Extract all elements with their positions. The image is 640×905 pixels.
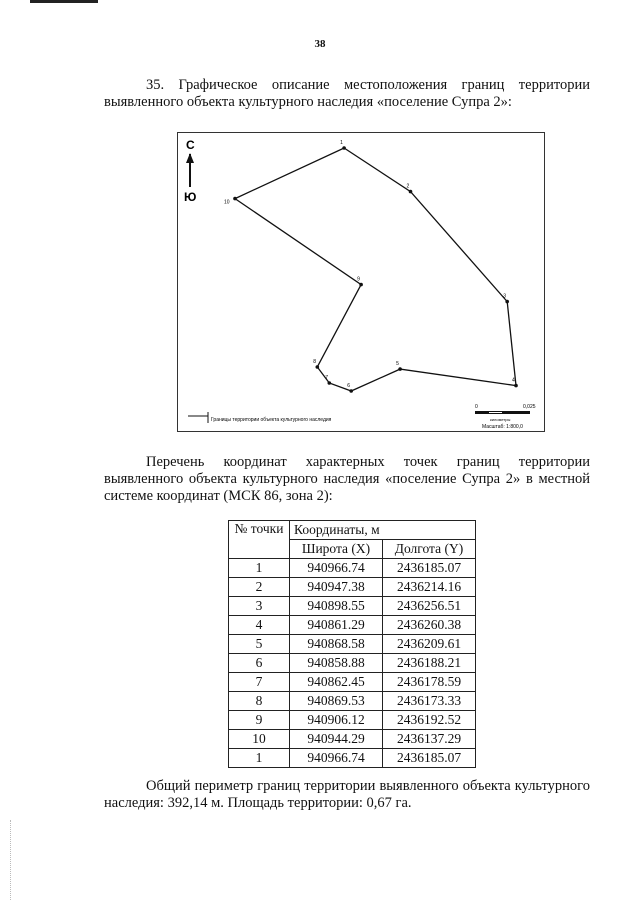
map-canvas (178, 133, 544, 431)
cell-latitude: 940858.88 (290, 654, 383, 673)
header-point-number: № точки (229, 521, 290, 559)
boundary-point-marker (398, 367, 402, 371)
table-row (229, 730, 476, 749)
north-arrowhead-icon (186, 153, 194, 163)
cell-longitude: 2436185.07 (383, 559, 476, 578)
cell-point-number: 5 (229, 635, 290, 654)
scale-bar-gap (489, 412, 502, 413)
boundary-point-label: 3 (503, 293, 506, 300)
cell-latitude: 940869.53 (290, 692, 383, 711)
legend-label: Границы территории объекта культурного наследия (211, 417, 332, 423)
cell-latitude: 940947.38 (290, 578, 383, 597)
boundary-point-marker (409, 190, 413, 194)
table-row (229, 711, 476, 730)
header-latitude: Широта (X) (290, 540, 383, 559)
boundary-point-label: 5 (396, 361, 399, 368)
boundary-point-label: 2 (406, 183, 410, 190)
cell-latitude: 940862.45 (290, 673, 383, 692)
cell-point-number: 3 (229, 597, 290, 616)
boundary-point-label: 6 (347, 383, 350, 389)
cell-latitude: 940944.29 (290, 730, 383, 749)
coordinates-intro: Перечень координат характерных точек границ территории выявленного объекта культурного наследия «поселение Супра 2» в местной системе координат (МСК 86, зона 2): (104, 454, 590, 504)
boundary-point-marker (505, 300, 509, 304)
table-row (229, 635, 476, 654)
boundary-point-label: 7 (325, 375, 329, 381)
cell-longitude: 2436214.16 (383, 578, 476, 597)
table-row (229, 654, 476, 673)
cell-point-number: 4 (229, 616, 290, 635)
table-header-row (229, 521, 476, 540)
boundary-point-label: 8 (313, 359, 317, 365)
cell-longitude: 2436137.29 (383, 730, 476, 749)
south-label: Ю (184, 190, 197, 204)
table-row (229, 692, 476, 711)
boundary-polygon (235, 148, 516, 391)
scale-max: 0,025 (523, 404, 536, 410)
boundary-point-marker (233, 197, 237, 201)
boundary-point-label: 1 (340, 140, 343, 146)
cell-longitude: 2436256.51 (383, 597, 476, 616)
north-label: С (186, 138, 195, 152)
scan-artifact (10, 820, 12, 900)
cell-latitude: 940966.74 (290, 749, 383, 768)
cell-latitude: 940868.58 (290, 635, 383, 654)
boundary-point-label: 4 (512, 377, 515, 384)
cell-point-number: 1 (229, 559, 290, 578)
cell-longitude: 2436209.61 (383, 635, 476, 654)
cell-longitude: 2436192.52 (383, 711, 476, 730)
cell-longitude: 2436260.38 (383, 616, 476, 635)
page-number: 38 (314, 38, 326, 50)
cell-longitude: 2436185.07 (383, 749, 476, 768)
cell-point-number: 7 (229, 673, 290, 692)
cell-point-number: 8 (229, 692, 290, 711)
cell-latitude: 940906.12 (290, 711, 383, 730)
header-longitude: Долгота (Y) (383, 540, 476, 559)
boundary-point-marker (342, 146, 346, 150)
boundary-point-marker (328, 381, 332, 385)
cell-longitude: 2436178.59 (383, 673, 476, 692)
coordinates-table (228, 520, 476, 768)
scale-unit: километры (490, 417, 511, 422)
cell-point-number: 9 (229, 711, 290, 730)
scale-ratio: Масштаб: 1:800,0 (482, 424, 523, 430)
summary-text: Общий периметр границ территории выявленного объекта культурного наследия: 392,14 м. Площадь территории: 0,67 га. (104, 778, 590, 811)
boundary-point-marker (514, 384, 518, 388)
table-row (229, 616, 476, 635)
table-row (229, 559, 476, 578)
section-heading: 35. Графическое описание местоположения границ территории выявленного объекта культурного наследия «поселение Супра 2»: (104, 77, 590, 110)
cell-latitude: 940898.55 (290, 597, 383, 616)
table-row (229, 749, 476, 768)
boundary-point-marker (316, 365, 320, 369)
scan-corner-mark (30, 0, 98, 3)
cell-longitude: 2436188.21 (383, 654, 476, 673)
cell-point-number: 10 (229, 730, 290, 749)
boundary-point-marker (349, 389, 353, 393)
table-row (229, 578, 476, 597)
boundary-point-label: 9 (357, 276, 360, 283)
table-body (229, 559, 476, 768)
boundary-map (177, 132, 545, 432)
cell-point-number: 6 (229, 654, 290, 673)
cell-latitude: 940966.74 (290, 559, 383, 578)
header-coordinates: Координаты, м (290, 521, 476, 540)
scale-zero: 0 (475, 404, 478, 410)
boundary-point-label: 10 (224, 199, 230, 206)
scale-bar (475, 411, 530, 414)
cell-point-number: 1 (229, 749, 290, 768)
table-row (229, 673, 476, 692)
cell-point-number: 2 (229, 578, 290, 597)
cell-latitude: 940861.29 (290, 616, 383, 635)
table-row (229, 597, 476, 616)
cell-longitude: 2436173.33 (383, 692, 476, 711)
boundary-point-marker (359, 283, 363, 287)
